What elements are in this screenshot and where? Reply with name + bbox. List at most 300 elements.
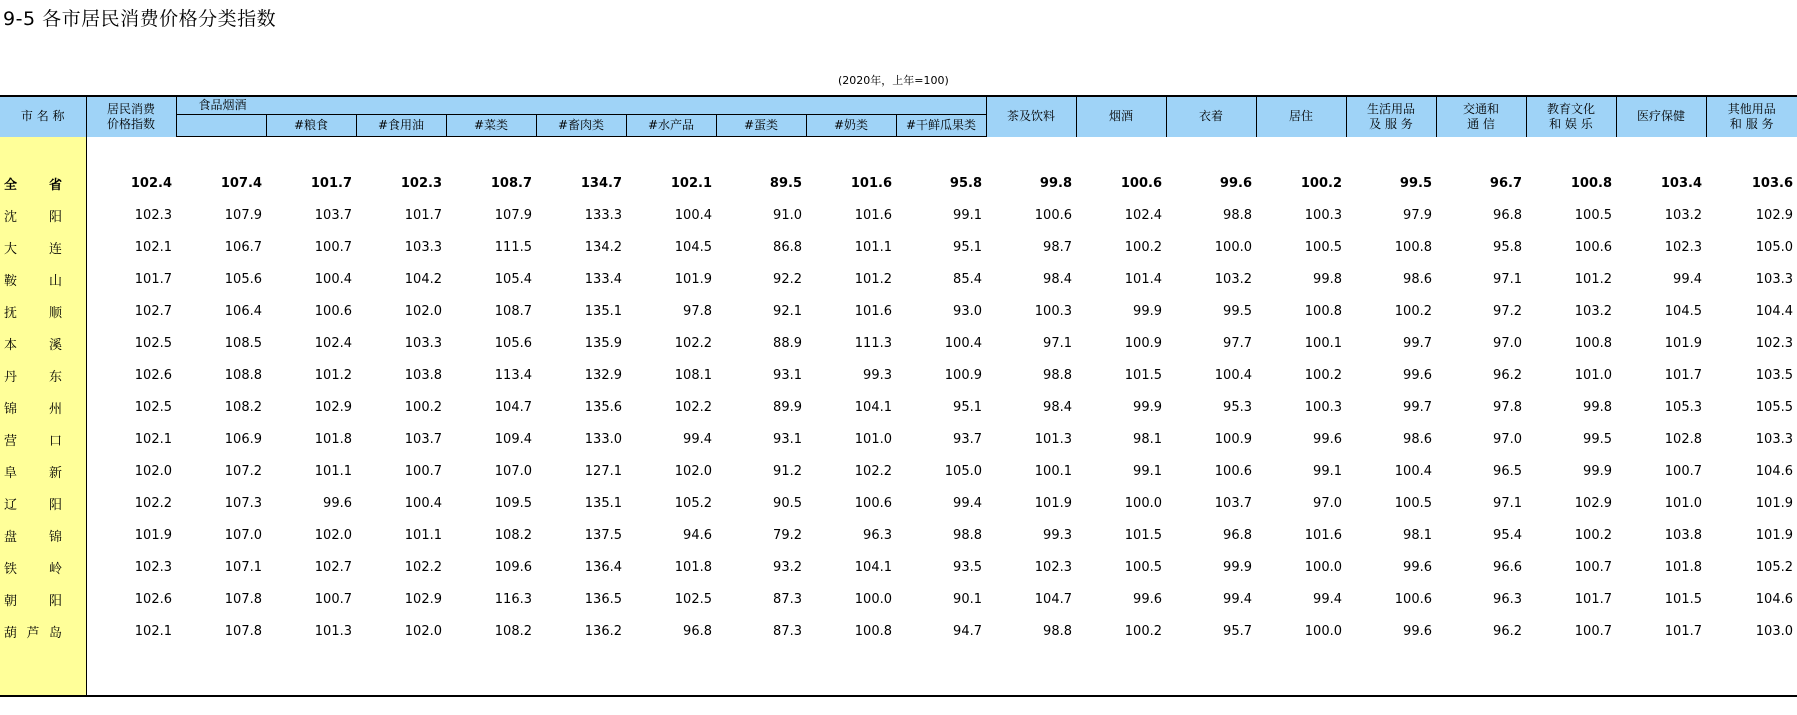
- value-cell: 99.3: [1043, 527, 1072, 543]
- value-cell: 99.6: [323, 495, 352, 511]
- value-cell: 101.2: [314, 367, 352, 383]
- empty-cell: [266, 137, 356, 168]
- city-name-char: 岛: [48, 625, 62, 641]
- value-cell: 99.4: [1313, 591, 1342, 607]
- city-cell: [0, 137, 86, 168]
- value-cell: 95.8: [949, 175, 982, 191]
- header-other-line2: 和 服 务: [1729, 116, 1774, 131]
- value-cell: 136.5: [584, 591, 622, 607]
- value-cell: 104.5: [674, 239, 712, 255]
- value-cell: 102.5: [134, 399, 172, 415]
- value-cell: 97.0: [1313, 495, 1342, 511]
- value-cell: 101.9: [1664, 335, 1702, 351]
- empty-cell: [1256, 137, 1346, 168]
- table-row: [0, 359, 1797, 391]
- city-name-cell: [0, 295, 86, 327]
- value-cell: 99.4: [953, 495, 982, 511]
- empty-cell: [176, 137, 266, 168]
- value-cell: 103.3: [1755, 271, 1793, 287]
- city-name: [4, 622, 62, 641]
- empty-cell: [356, 137, 446, 168]
- value-cell: 96.8: [1223, 527, 1252, 543]
- header-clothing: 衣着: [1166, 96, 1256, 137]
- value-cell: 133.4: [584, 271, 622, 287]
- value-cell: 108.2: [494, 527, 532, 543]
- value-cell: 100.2: [1124, 239, 1162, 255]
- empty-cell: [1526, 137, 1616, 168]
- value-cell: 96.2: [1493, 367, 1522, 383]
- value-cell: 102.0: [674, 463, 712, 479]
- value-cell: 98.8: [953, 527, 982, 543]
- header-food: 食品烟酒: [176, 96, 986, 115]
- value-cell: 101.7: [404, 207, 442, 223]
- value-cell: 105.0: [944, 463, 982, 479]
- value-cell: 103.3: [404, 239, 442, 255]
- city-name: [4, 558, 62, 577]
- value-cell: 105.3: [1664, 399, 1702, 415]
- value-cell: 100.6: [854, 495, 892, 511]
- table-row: [0, 583, 1797, 615]
- value-cell: 99.4: [1673, 271, 1702, 287]
- city-name: [4, 430, 62, 449]
- value-cell: 102.8: [1664, 431, 1702, 447]
- value-cell: 95.1: [953, 399, 982, 415]
- value-cell: 102.3: [1664, 239, 1702, 255]
- value-cell: 101.5: [1664, 591, 1702, 607]
- value-cell: 97.9: [1403, 207, 1432, 223]
- value-cell: 99.8: [1313, 271, 1342, 287]
- value-cell: 100.8: [1574, 335, 1612, 351]
- value-cell: 100.5: [1304, 239, 1342, 255]
- value-cell: 132.9: [584, 367, 622, 383]
- city-name-char: 丹: [4, 369, 18, 385]
- city-name-char: 盘: [4, 529, 18, 545]
- city-name-char: 锦: [48, 529, 62, 545]
- header-eggs: #蛋类: [716, 115, 806, 137]
- city-name-char: 大: [4, 241, 18, 257]
- table-row: [0, 295, 1797, 327]
- value-cell: 101.7: [1664, 367, 1702, 383]
- empty-cell: [1706, 647, 1797, 696]
- value-cell: 100.1: [1034, 463, 1072, 479]
- value-cell: 99.6: [1133, 591, 1162, 607]
- value-cell: 103.7: [314, 207, 352, 223]
- value-cell: 100.1: [1304, 335, 1342, 351]
- value-cell: 100.3: [1034, 303, 1072, 319]
- city-name-char: 鞍: [4, 273, 18, 289]
- value-cell: 99.9: [1133, 399, 1162, 415]
- value-cell: 107.9: [224, 207, 262, 223]
- value-cell: 96.7: [1489, 175, 1522, 191]
- value-cell: 100.7: [404, 463, 442, 479]
- city-name-char: 沈: [4, 209, 18, 225]
- value-cell: 97.0: [1493, 335, 1522, 351]
- city-name-cell: [0, 551, 86, 583]
- value-cell: 100.2: [1304, 367, 1342, 383]
- value-cell: 136.2: [584, 623, 622, 639]
- header-city: 市 名 称: [0, 96, 86, 137]
- value-cell: 103.0: [1755, 623, 1793, 639]
- value-cell: 93.2: [773, 559, 802, 575]
- value-cell: 98.4: [1043, 399, 1072, 415]
- table-row: [0, 615, 1797, 647]
- value-cell: 96.6: [1493, 559, 1522, 575]
- value-cell: 107.4: [220, 175, 262, 191]
- value-cell: 111.3: [854, 335, 892, 351]
- header-housing: 居住: [1256, 96, 1346, 137]
- city-name: [4, 494, 62, 513]
- value-cell: 102.3: [1034, 559, 1072, 575]
- value-cell: 107.1: [224, 559, 262, 575]
- value-cell: 107.8: [224, 591, 262, 607]
- empty-cell: [626, 137, 716, 168]
- city-name-char: 本: [4, 337, 18, 353]
- value-cell: 99.6: [1403, 623, 1432, 639]
- value-cell: 91.2: [773, 463, 802, 479]
- value-cell: 96.8: [1493, 207, 1522, 223]
- header-other-line1: 其他用品: [1727, 101, 1776, 116]
- value-cell: 109.4: [494, 431, 532, 447]
- city-name-char: 铁: [4, 561, 18, 577]
- city-name: [4, 270, 62, 289]
- value-cell: 134.7: [580, 175, 622, 191]
- header-cpi-line1: 居民消费: [106, 101, 155, 116]
- value-cell: 104.4: [1755, 303, 1793, 319]
- value-cell: 100.4: [1214, 367, 1252, 383]
- value-cell: 102.3: [1755, 335, 1793, 351]
- value-cell: 105.2: [674, 495, 712, 511]
- value-cell: 135.1: [584, 303, 622, 319]
- empty-cell: [1436, 647, 1526, 696]
- value-cell: 97.1: [1493, 271, 1522, 287]
- city-name: [4, 174, 62, 193]
- empty-cell: [1616, 647, 1706, 696]
- value-cell: 133.0: [584, 431, 622, 447]
- value-cell: 105.5: [1755, 399, 1793, 415]
- value-cell: 100.7: [1574, 623, 1612, 639]
- city-name-char: 全: [4, 177, 18, 193]
- value-cell: 99.1: [1133, 463, 1162, 479]
- empty-cell: [1076, 647, 1166, 696]
- value-cell: 102.2: [134, 495, 172, 511]
- empty-cell: [1706, 137, 1797, 168]
- value-cell: 100.7: [314, 591, 352, 607]
- value-cell: 100.0: [854, 591, 892, 607]
- value-cell: 96.2: [1493, 623, 1522, 639]
- empty-cell: [986, 647, 1076, 696]
- value-cell: 97.8: [1493, 399, 1522, 415]
- header-aquatic: #水产品: [626, 115, 716, 137]
- header-cpi: [86, 96, 176, 137]
- empty-cell: [356, 647, 446, 696]
- city-name-char: 溪: [48, 337, 62, 353]
- value-cell: 107.0: [494, 463, 532, 479]
- value-cell: 101.6: [854, 303, 892, 319]
- header-dairy: #奶类: [806, 115, 896, 137]
- value-cell: 100.6: [1574, 239, 1612, 255]
- spacer-row: [0, 647, 1797, 696]
- table-row: [0, 231, 1797, 263]
- value-cell: 108.2: [494, 623, 532, 639]
- value-cell: 103.3: [404, 335, 442, 351]
- city-name: [4, 206, 62, 225]
- table-row: [0, 487, 1797, 519]
- value-cell: 105.6: [494, 335, 532, 351]
- value-cell: 101.9: [1034, 495, 1072, 511]
- value-cell: 93.1: [773, 367, 802, 383]
- city-name-char: 连: [48, 241, 62, 257]
- value-cell: 107.3: [224, 495, 262, 511]
- value-cell: 101.7: [310, 175, 352, 191]
- value-cell: 101.5: [1124, 527, 1162, 543]
- empty-cell: [806, 647, 896, 696]
- city-name-char: 顺: [48, 305, 62, 321]
- value-cell: 109.6: [494, 559, 532, 575]
- value-cell: 102.7: [134, 303, 172, 319]
- empty-cell: [86, 647, 176, 696]
- value-cell: 100.8: [1570, 175, 1612, 191]
- header-meat: #畜肉类: [536, 115, 626, 137]
- value-cell: 93.0: [953, 303, 982, 319]
- empty-cell: [86, 137, 176, 168]
- empty-cell: [1346, 647, 1436, 696]
- value-cell: 100.5: [1394, 495, 1432, 511]
- value-cell: 103.7: [404, 431, 442, 447]
- value-cell: 102.5: [134, 335, 172, 351]
- city-name-char: 葫: [4, 625, 18, 641]
- city-name: [4, 526, 62, 545]
- value-cell: 108.7: [490, 175, 532, 191]
- city-name-cell: [0, 263, 86, 295]
- value-cell: 98.1: [1403, 527, 1432, 543]
- header-education-line1: 教育文化: [1546, 101, 1595, 116]
- header-transport-line2: 通 信: [1467, 116, 1495, 131]
- value-cell: 87.3: [773, 591, 802, 607]
- value-cell: 100.9: [944, 367, 982, 383]
- value-cell: 100.3: [1304, 399, 1342, 415]
- empty-cell: [806, 137, 896, 168]
- value-cell: 102.4: [130, 175, 172, 191]
- value-cell: 100.5: [1124, 559, 1162, 575]
- value-cell: 100.4: [944, 335, 982, 351]
- city-name-cell: [0, 231, 86, 263]
- value-cell: 102.7: [314, 559, 352, 575]
- value-cell: 101.2: [854, 271, 892, 287]
- value-cell: 98.8: [1043, 367, 1072, 383]
- value-cell: 100.0: [1304, 623, 1342, 639]
- value-cell: 100.6: [314, 303, 352, 319]
- value-cell: 90.1: [953, 591, 982, 607]
- city-name: [4, 462, 62, 481]
- value-cell: 102.1: [134, 239, 172, 255]
- value-cell: 106.9: [224, 431, 262, 447]
- value-cell: 100.0: [1304, 559, 1342, 575]
- value-cell: 101.6: [850, 175, 892, 191]
- value-cell: 109.5: [494, 495, 532, 511]
- value-cell: 98.8: [1223, 207, 1252, 223]
- value-cell: 101.7: [134, 271, 172, 287]
- value-cell: 99.9: [1583, 463, 1612, 479]
- value-cell: 101.1: [854, 239, 892, 255]
- empty-cell: [716, 137, 806, 168]
- city-cell: [0, 647, 86, 696]
- value-cell: 137.5: [584, 527, 622, 543]
- city-name-char: 芦: [26, 625, 40, 641]
- table-row: [0, 519, 1797, 551]
- city-name-char: 锦: [4, 401, 18, 417]
- empty-cell: [1526, 647, 1616, 696]
- value-cell: 100.3: [1304, 207, 1342, 223]
- value-cell: 106.7: [224, 239, 262, 255]
- empty-cell: [1616, 137, 1706, 168]
- header-tobacco: 烟酒: [1076, 96, 1166, 137]
- value-cell: 101.3: [314, 623, 352, 639]
- city-name-char: 抚: [4, 305, 18, 321]
- header-vegetables: #菜类: [446, 115, 536, 137]
- table-body: [0, 137, 1797, 697]
- value-cell: 97.1: [1043, 335, 1072, 351]
- value-cell: 99.6: [1403, 367, 1432, 383]
- value-cell: 102.2: [854, 463, 892, 479]
- empty-cell: [896, 647, 986, 696]
- value-cell: 127.1: [584, 463, 622, 479]
- table-row: [0, 391, 1797, 423]
- table-row: [0, 455, 1797, 487]
- value-cell: 99.5: [1223, 303, 1252, 319]
- value-cell: 101.9: [1755, 495, 1793, 511]
- city-name: [4, 366, 62, 385]
- city-name-char: 东: [48, 369, 62, 385]
- value-cell: 99.5: [1399, 175, 1432, 191]
- value-cell: 93.5: [953, 559, 982, 575]
- value-cell: 98.1: [1133, 431, 1162, 447]
- value-cell: 102.4: [314, 335, 352, 351]
- header-medical: 医疗保健: [1616, 96, 1706, 137]
- table-row: [0, 263, 1797, 295]
- value-cell: 92.2: [773, 271, 802, 287]
- value-cell: 102.1: [670, 175, 712, 191]
- value-cell: 101.0: [1574, 367, 1612, 383]
- city-name-char: 阳: [48, 593, 62, 609]
- value-cell: 86.8: [773, 239, 802, 255]
- value-cell: 105.6: [224, 271, 262, 287]
- value-cell: 100.4: [674, 207, 712, 223]
- city-name-cell: [0, 359, 86, 391]
- empty-cell: [986, 137, 1076, 168]
- city-name-cell: [0, 455, 86, 487]
- value-cell: 104.1: [854, 559, 892, 575]
- value-cell: 100.7: [1664, 463, 1702, 479]
- header-daily-line2: 及 服 务: [1369, 116, 1413, 131]
- header-daily: [1346, 96, 1436, 137]
- value-cell: 99.8: [1583, 399, 1612, 415]
- value-cell: 99.7: [1403, 335, 1432, 351]
- value-cell: 95.4: [1493, 527, 1522, 543]
- value-cell: 103.8: [404, 367, 442, 383]
- value-cell: 99.9: [1133, 303, 1162, 319]
- value-cell: 102.0: [404, 623, 442, 639]
- value-cell: 103.6: [1751, 175, 1793, 191]
- city-name-char: 省: [48, 177, 62, 193]
- city-name: [4, 334, 62, 353]
- value-cell: 103.2: [1574, 303, 1612, 319]
- empty-cell: [536, 647, 626, 696]
- value-cell: 99.1: [953, 207, 982, 223]
- empty-cell: [716, 647, 806, 696]
- value-cell: 101.7: [1574, 591, 1612, 607]
- value-cell: 98.4: [1043, 271, 1072, 287]
- value-cell: 96.8: [683, 623, 712, 639]
- value-cell: 106.4: [224, 303, 262, 319]
- city-name-char: 岭: [48, 561, 62, 577]
- value-cell: 96.3: [863, 527, 892, 543]
- value-cell: 100.4: [1394, 463, 1432, 479]
- value-cell: 100.6: [1120, 175, 1162, 191]
- header-transport: [1436, 96, 1526, 137]
- empty-cell: [896, 137, 986, 168]
- table-row: [0, 423, 1797, 455]
- value-cell: 102.1: [134, 623, 172, 639]
- value-cell: 99.6: [1219, 175, 1252, 191]
- value-cell: 102.5: [674, 591, 712, 607]
- value-cell: 98.8: [1043, 623, 1072, 639]
- table-row: [0, 327, 1797, 359]
- value-cell: 104.1: [854, 399, 892, 415]
- value-cell: 101.9: [674, 271, 712, 287]
- value-cell: 93.1: [773, 431, 802, 447]
- value-cell: 101.9: [1755, 527, 1793, 543]
- city-name-char: 朝: [4, 593, 18, 609]
- value-cell: 102.1: [134, 431, 172, 447]
- city-name-cell: [0, 391, 86, 423]
- value-cell: 100.2: [1394, 303, 1432, 319]
- cpi-table: [0, 95, 1797, 697]
- value-cell: 100.4: [314, 271, 352, 287]
- city-name-char: 营: [4, 433, 18, 449]
- empty-cell: [446, 137, 536, 168]
- value-cell: 108.1: [674, 367, 712, 383]
- value-cell: 103.5: [1755, 367, 1793, 383]
- header-tea: 茶及饮料: [986, 96, 1076, 137]
- header-grain: #粮食: [266, 115, 356, 137]
- header-food-total: [176, 115, 266, 137]
- value-cell: 102.3: [134, 207, 172, 223]
- table-row-total: [0, 167, 1797, 199]
- city-name-char: 新: [48, 465, 62, 481]
- value-cell: 101.5: [1124, 367, 1162, 383]
- value-cell: 99.9: [1223, 559, 1252, 575]
- value-cell: 101.8: [674, 559, 712, 575]
- value-cell: 101.6: [854, 207, 892, 223]
- value-cell: 97.7: [1223, 335, 1252, 351]
- value-cell: 98.7: [1043, 239, 1072, 255]
- value-cell: 93.7: [953, 431, 982, 447]
- header-education-line2: 和 娱 乐: [1549, 116, 1593, 131]
- header-cpi-line2: 价格指数: [106, 116, 155, 131]
- table-row: [0, 551, 1797, 583]
- value-cell: 102.3: [134, 559, 172, 575]
- value-cell: 94.7: [953, 623, 982, 639]
- city-name-char: 阳: [48, 209, 62, 225]
- value-cell: 100.9: [1214, 431, 1252, 447]
- value-cell: 102.9: [314, 399, 352, 415]
- value-cell: 100.2: [1574, 527, 1612, 543]
- value-cell: 104.6: [1755, 591, 1793, 607]
- value-cell: 85.4: [953, 271, 982, 287]
- value-cell: 100.5: [1574, 207, 1612, 223]
- value-cell: 100.7: [314, 239, 352, 255]
- value-cell: 95.3: [1223, 399, 1252, 415]
